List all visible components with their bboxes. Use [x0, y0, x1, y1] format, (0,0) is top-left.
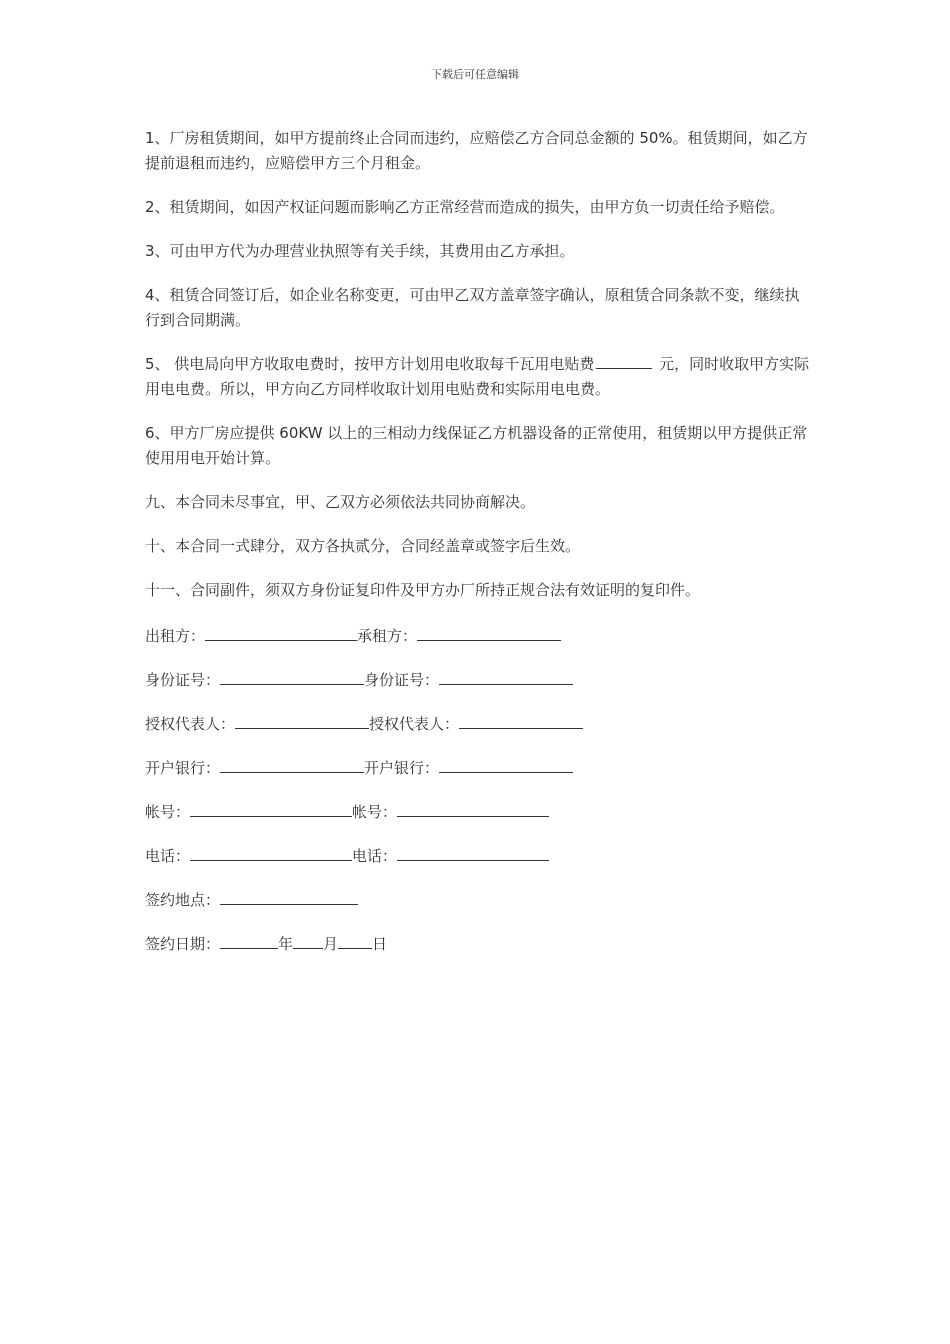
year-blank — [220, 930, 278, 949]
date-line — [145, 930, 810, 955]
page-header: 下载后可任意编辑 — [431, 68, 519, 81]
rep-blank-lessor — [235, 710, 369, 729]
clause-5-text-after: 元，同时收取甲方实际用电电费。所以，甲方向乙方同样收取计划用电贴费和实际用电电费。 — [145, 355, 810, 398]
place-line — [145, 886, 810, 911]
clause-5-text-before: 5、 供电局向甲方收取电费时，按甲方计划用电收取每千瓦用电贴费 — [145, 355, 595, 373]
id-label-lessor: 身份证号： — [145, 671, 221, 689]
day-label: 日 — [372, 935, 388, 953]
rep-label-lessor: 授权代表人： — [145, 715, 236, 733]
account-label-lessee: 帐号： — [352, 803, 398, 821]
clause-10: 十、本合同一式肆分，双方各执贰分，合同经盖章或签字后生效。 — [145, 537, 581, 555]
bank-blank-lessor — [220, 754, 364, 773]
date-label: 签约日期： — [145, 935, 221, 953]
account-blank-lessor — [190, 798, 352, 817]
lessee-blank — [417, 622, 561, 641]
lessee-label: 承租方： — [357, 627, 418, 645]
contract-body — [145, 126, 810, 974]
year-label: 年 — [278, 935, 294, 953]
phone-blank-lessee — [397, 842, 549, 861]
account-label-lessor: 帐号： — [145, 803, 191, 821]
clause-2: 2、租赁期间，如因产权证问题而影响乙方正常经营而造成的损失，由甲方负一切责任给予赔偿。 — [145, 198, 785, 216]
representative-line — [145, 710, 810, 735]
lessor-label: 出租方： — [145, 627, 206, 645]
clause-11: 十一、合同副件，须双方身份证复印件及甲方办厂所持正规合法有效证明的复印件。 — [145, 581, 701, 599]
clause-4: 4、租赁合同签订后，如企业名称变更，可由甲乙双方盖章签字确认，原租赁合同条款不变，继续执行到合同期满。 — [145, 286, 800, 329]
account-blank-lessee — [397, 798, 549, 817]
id-label-lessee: 身份证号： — [364, 671, 440, 689]
rep-label-lessee: 授权代表人： — [369, 715, 460, 733]
month-label: 月 — [323, 935, 339, 953]
clause-3: 3、可由甲方代为办理营业执照等有关手续，其费用由乙方承担。 — [145, 242, 575, 260]
lessor-blank — [205, 622, 357, 641]
phone-label-lessor: 电话： — [145, 847, 191, 865]
rep-blank-lessee — [459, 710, 583, 729]
bank-label-lessee: 开户银行： — [364, 759, 440, 777]
place-blank — [220, 886, 358, 905]
phone-label-lessee: 电话： — [352, 847, 398, 865]
phone-line — [145, 842, 810, 867]
day-blank — [338, 930, 372, 949]
bank-blank-lessee — [439, 754, 573, 773]
clause-1: 1、厂房租赁期间，如甲方提前终止合同而违约，应赔偿乙方合同总金额的 50%。租赁期间，如乙方提前退租而违约，应赔偿甲方三个月租金。 — [145, 129, 808, 172]
party-line — [145, 622, 810, 647]
id-line — [145, 666, 810, 691]
id-blank-lessee — [439, 666, 573, 685]
bank-label-lessor: 开户银行： — [145, 759, 221, 777]
month-blank — [293, 930, 323, 949]
fee-blank — [596, 353, 652, 369]
id-blank-lessor — [220, 666, 364, 685]
phone-blank-lessor — [190, 842, 352, 861]
clause-9: 九、本合同未尽事宜，甲、乙双方必须依法共同协商解决。 — [145, 493, 536, 511]
account-line — [145, 798, 810, 823]
place-label: 签约地点： — [145, 891, 221, 909]
bank-line — [145, 754, 810, 779]
clause-6: 6、甲方厂房应提供 60KW 以上的三相动力线保证乙方机器设备的正常使用，租赁期以甲方提供正常使用用电开始计算。 — [145, 424, 808, 467]
clause-5 — [145, 352, 810, 402]
